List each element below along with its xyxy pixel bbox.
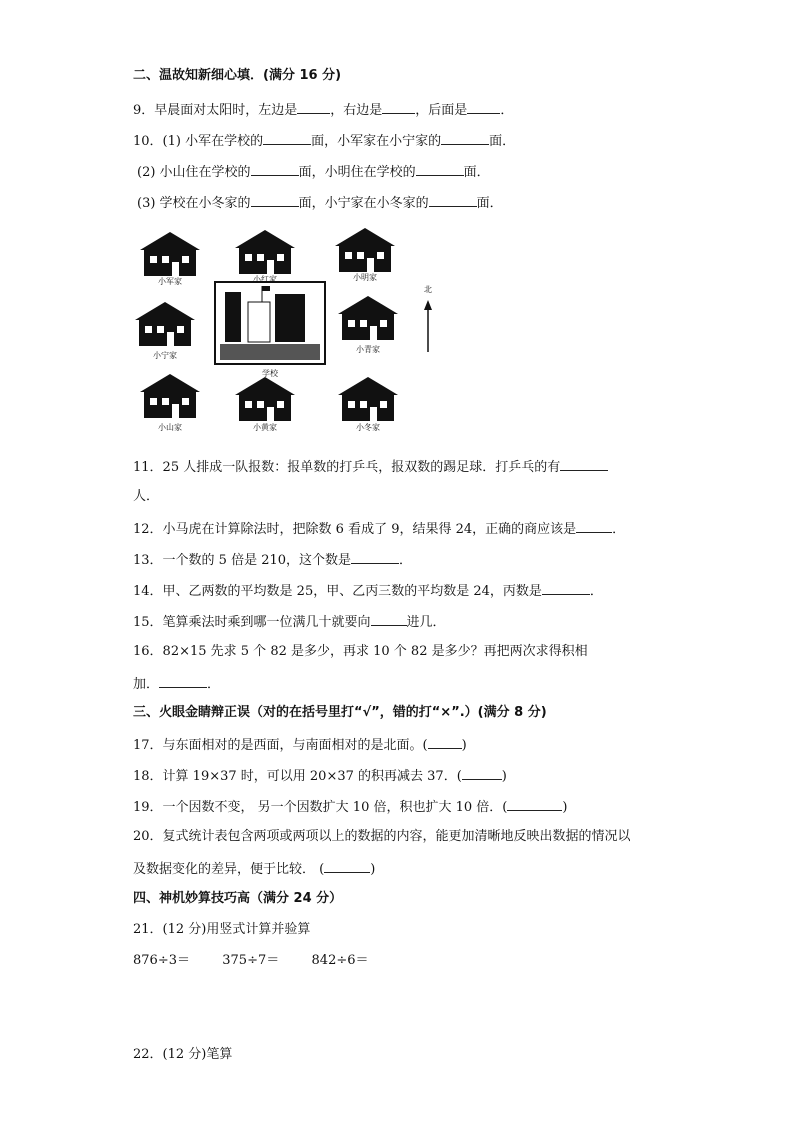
q20-text-c: ) xyxy=(370,862,376,877)
question-9 xyxy=(133,101,513,119)
question-10-3 xyxy=(137,194,503,212)
house-label: 小军家 xyxy=(158,277,182,286)
answer-blank[interactable] xyxy=(507,798,562,811)
answer-blank[interactable] xyxy=(159,675,207,688)
answer-blank[interactable] xyxy=(382,101,415,114)
q9-text-c: ，后面是 xyxy=(415,103,468,118)
exercise-1: 876÷3＝ xyxy=(133,953,190,968)
house-icon xyxy=(235,377,295,421)
question-11-cont: 人． xyxy=(133,489,160,504)
question-12 xyxy=(133,520,625,538)
q10-1-text-b: 面，小军家在小宁家的 xyxy=(311,134,442,149)
question-11 xyxy=(133,458,608,476)
house-label: 小山家 xyxy=(158,423,182,432)
house-icon xyxy=(338,296,398,340)
q11-text-a: 11．25 人排成一队报数：报单数的打乒乓，报双数的踢足球．打乒乓的有 xyxy=(133,460,561,475)
house-label: 小黄家 xyxy=(253,423,277,432)
answer-blank[interactable] xyxy=(251,194,299,207)
exercise-2: 375÷7＝ xyxy=(222,953,280,968)
house-icon xyxy=(140,232,200,276)
north-label: 北 xyxy=(424,285,432,294)
q19-text-b: ) xyxy=(562,800,568,815)
q17-text-a: 17．与东面相对的是西面，与南面相对的是北面。( xyxy=(133,738,428,753)
q16-text-b: 加． xyxy=(133,677,160,692)
exercise-3: 842÷6＝ xyxy=(311,953,369,968)
answer-blank[interactable] xyxy=(297,101,330,114)
question-18 xyxy=(133,767,507,785)
q10-1-text-c: 面． xyxy=(489,134,516,149)
house-icon xyxy=(235,230,295,274)
q17-text-b: ) xyxy=(461,738,467,753)
q14-text-a: 14．甲、乙两数的平均数是 25，甲、乙丙三数的平均数是 24，丙数是 xyxy=(133,584,542,599)
q12-text-b: ． xyxy=(612,522,626,537)
q10-2-text-a: (2) 小山住在学校的 xyxy=(137,165,251,180)
q19-text-a: 19．一个因数不变， 另一个因数扩大 10 倍，积也扩大 10 倍．( xyxy=(133,800,508,815)
question-20-cont xyxy=(133,860,375,878)
answer-blank[interactable] xyxy=(467,101,500,114)
school-icon xyxy=(215,282,325,364)
house-label: 小明家 xyxy=(353,273,377,282)
q12-text-a: 12．小马虎在计算除法时，把除数 6 看成了 9，结果得 24，正确的商应该是 xyxy=(133,522,577,537)
question-16: 16．82×15 先求 5 个 82 是多少，再求 10 个 82 是多少？再把两次求得积相 xyxy=(133,644,588,659)
house-label: 小宁家 xyxy=(153,351,177,360)
question-17 xyxy=(133,736,467,754)
answer-blank[interactable] xyxy=(576,520,612,533)
question-16-cont xyxy=(133,675,220,693)
section-4-title: 四、神机妙算技巧高（满分 24 分） xyxy=(133,891,343,906)
q9-text-d: ． xyxy=(500,103,514,118)
q10-3-text-c: 面． xyxy=(476,196,503,211)
q15-text-b: 进几． xyxy=(406,615,446,630)
house-label: 小冬家 xyxy=(356,423,380,432)
answer-blank[interactable] xyxy=(441,132,489,145)
answer-blank[interactable] xyxy=(462,767,502,780)
question-15 xyxy=(133,613,446,631)
section-2-title: 二、温故知新细心填．(满分 16 分) xyxy=(133,68,342,83)
q10-3-text-a: (3) 学校在小冬家的 xyxy=(137,196,251,211)
question-21-title: 21．(12 分)用竖式计算并验算 xyxy=(133,922,311,937)
answer-blank[interactable] xyxy=(560,458,608,471)
answer-blank[interactable] xyxy=(263,132,311,145)
question-22-title: 22．(12 分)笔算 xyxy=(133,1047,233,1062)
house-icon xyxy=(335,228,395,272)
q10-2-text-b: 面，小明住在学校的 xyxy=(298,165,416,180)
q9-text-a: 9．早晨面对太阳时，左边是 xyxy=(133,103,298,118)
q18-text-b: ) xyxy=(501,769,507,784)
north-arrow-icon xyxy=(424,300,432,352)
question-21-exercises xyxy=(133,953,369,969)
question-14 xyxy=(133,582,603,600)
house-icon xyxy=(338,377,398,421)
question-10-1 xyxy=(133,132,515,150)
q13-text-b: ． xyxy=(399,553,413,568)
q16-text-c: ． xyxy=(207,677,221,692)
answer-blank[interactable] xyxy=(351,551,399,564)
question-19 xyxy=(133,798,567,816)
question-13 xyxy=(133,551,412,569)
q20-text-b: 及数据变化的差异，便于比较． ( xyxy=(133,862,325,877)
house-icon xyxy=(135,302,195,346)
houses-drawing xyxy=(130,222,450,442)
section-3-title: 三、火眼金睛辩正误（对的在括号里打“√”，错的打“×”.）(满分 8 分) xyxy=(133,705,547,720)
q13-text-a: 13．一个数的 5 倍是 210，这个数是 xyxy=(133,553,352,568)
q10-3-text-b: 面，小宁家在小冬家的 xyxy=(298,196,429,211)
school-label: 学校 xyxy=(262,369,278,378)
house-label: 小红家 xyxy=(253,275,277,284)
q14-text-b: ． xyxy=(589,584,603,599)
answer-blank[interactable] xyxy=(251,163,299,176)
q10-1-text-a: 10．(1) 小军在学校的 xyxy=(133,134,264,149)
map-figure xyxy=(130,222,450,442)
q18-text-a: 18．计算 19×37 时，可以用 20×37 的积再减去 37．( xyxy=(133,769,462,784)
q9-text-b: ，右边是 xyxy=(330,103,383,118)
answer-blank[interactable] xyxy=(371,613,407,626)
question-20: 20．复式统计表包含两项或两项以上的数据的内容，能更加清晰地反映出数据的情况以 xyxy=(133,829,631,844)
q10-2-text-c: 面． xyxy=(463,165,490,180)
q15-text-a: 15．笔算乘法时乘到哪一位满几十就要向 xyxy=(133,615,371,630)
house-icon xyxy=(140,374,200,418)
house-label: 小青家 xyxy=(356,345,380,354)
answer-blank[interactable] xyxy=(324,860,370,873)
answer-blank[interactable] xyxy=(542,582,590,595)
answer-blank[interactable] xyxy=(429,194,477,207)
answer-blank[interactable] xyxy=(416,163,464,176)
answer-blank[interactable] xyxy=(428,736,462,749)
question-10-2 xyxy=(137,163,490,181)
